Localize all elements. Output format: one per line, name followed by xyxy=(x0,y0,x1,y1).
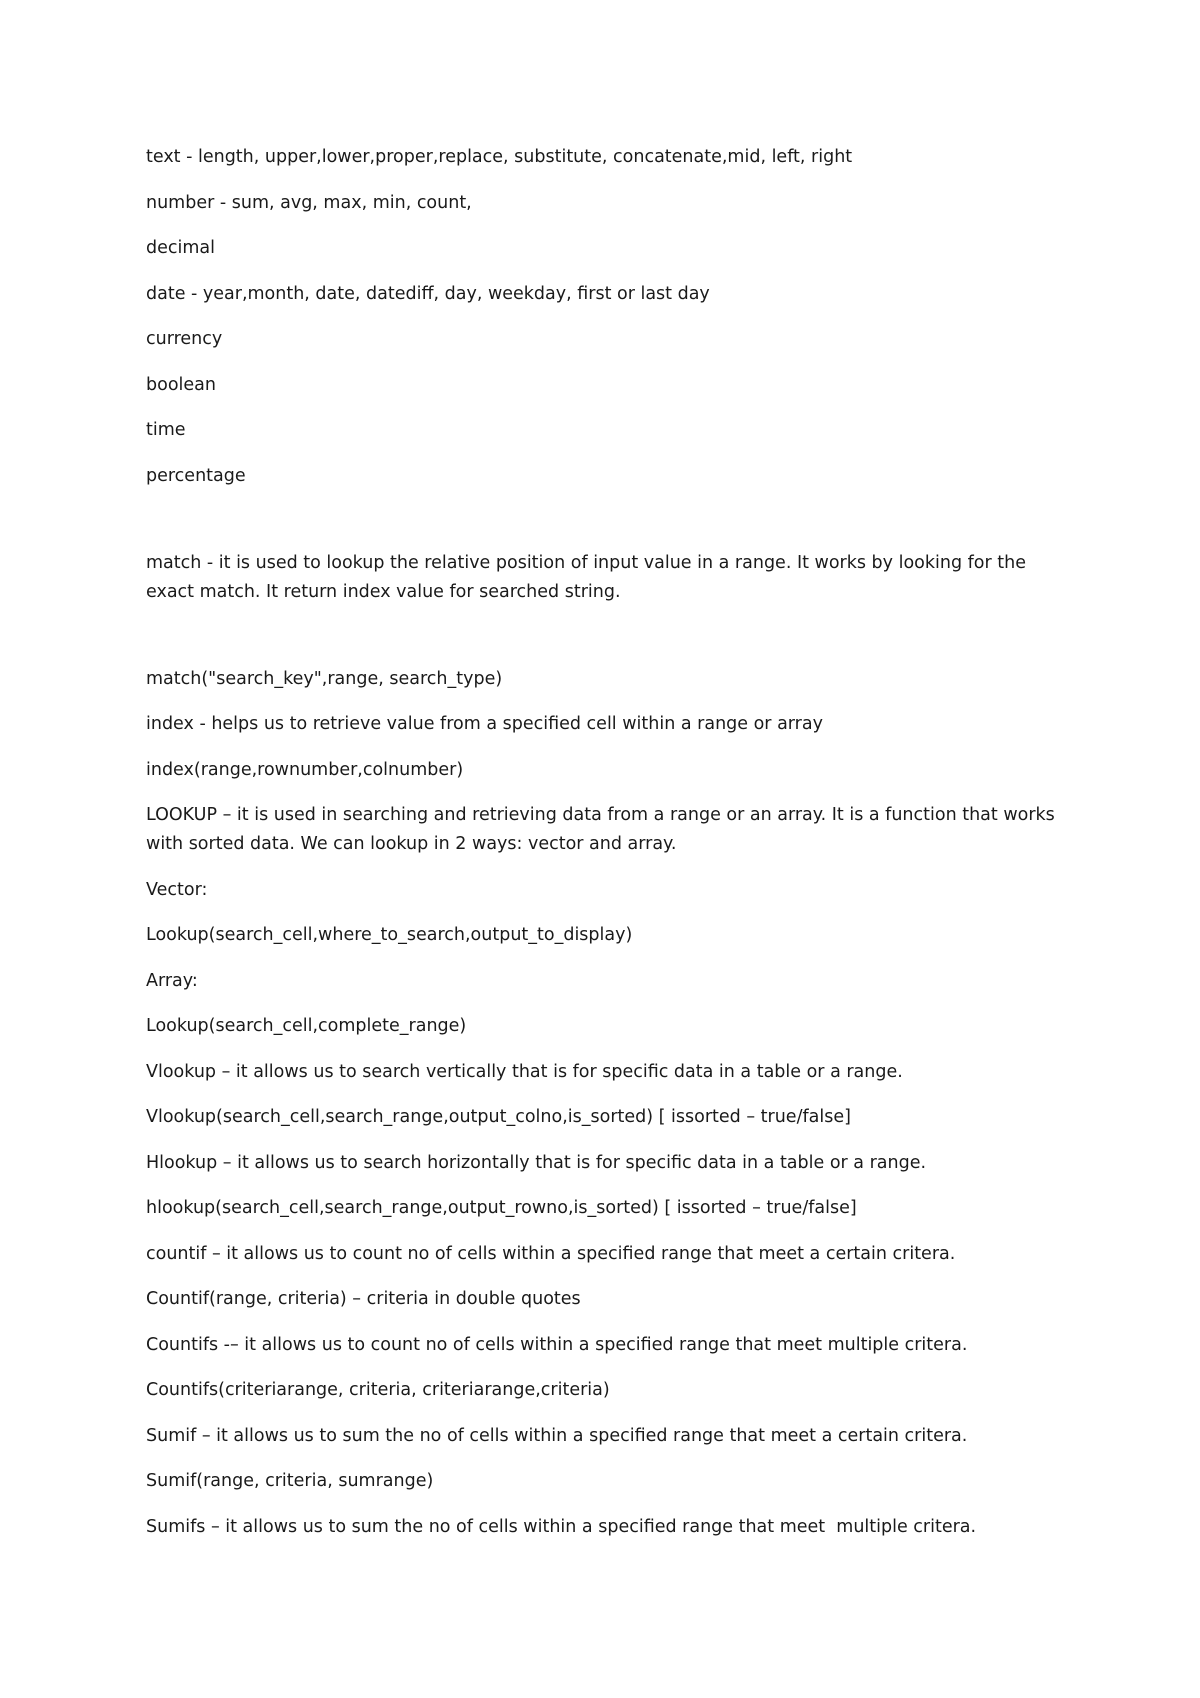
paragraph-countifs-description: Countifs -– it allows us to count no of cells within a specified range that meet multiple critera. xyxy=(146,1334,968,1355)
paragraph-date-functions: date - year,month, date, datediff, day, weekday, first or last day xyxy=(146,283,710,304)
paragraph-hlookup-syntax: hlookup(search_cell,search_range,output_rowno,is_sorted) [ issorted – true/false] xyxy=(146,1198,857,1218)
paragraph-number-functions: number - sum, avg, max, min, count, xyxy=(146,192,472,213)
paragraph-time: time xyxy=(146,420,186,440)
paragraph-lookup-vector-syntax: Lookup(search_cell,where_to_search,output_to_display) xyxy=(146,925,633,945)
paragraph-countifs-syntax: Countifs(criteriarange, criteria, criteriarange,criteria) xyxy=(146,1380,610,1400)
paragraph-vector-heading: Vector: xyxy=(146,879,208,900)
paragraph-vlookup-syntax: Vlookup(search_cell,search_range,output_colno,is_sorted) [ issorted – true/false] xyxy=(146,1107,851,1127)
paragraph-lookup-array-syntax: Lookup(search_cell,complete_range) xyxy=(146,1016,467,1036)
paragraph-hlookup-description: Hlookup – it allows us to search horizontally that is for specific data in a table or a range. xyxy=(146,1152,927,1173)
paragraph-sumif-description: Sumif – it allows us to sum the no of cells within a specified range that meet a certain critera. xyxy=(146,1425,968,1446)
paragraph-lookup-description: LOOKUP – it is used in searching and retrieving data from a range or an array. It is a function that works with sorted data. We can lookup in 2 ways: vector and array. xyxy=(146,805,1061,854)
paragraph-index-description: index - helps us to retrieve value from a specified cell within a range or array xyxy=(146,714,823,734)
paragraph-sumif-syntax: Sumif(range, criteria, sumrange) xyxy=(146,1471,434,1491)
paragraph-countif-syntax: Countif(range, criteria) – criteria in double quotes xyxy=(146,1289,581,1309)
paragraph-text-functions: text - length, upper,lower,proper,replace, substitute, concatenate,mid, left, right xyxy=(146,147,853,167)
paragraph-decimal: decimal xyxy=(146,238,215,258)
paragraph-match-description: match - it is used to lookup the relative position of input value in a range. It works by looking for the exact match. It return index value for searched string. xyxy=(146,552,1032,602)
document-body xyxy=(146,143,1066,1558)
paragraph-index-syntax: index(range,rownumber,colnumber) xyxy=(146,759,464,780)
paragraph-array-heading: Array: xyxy=(146,970,198,991)
paragraph-countif-description: countif – it allows us to count no of cells within a specified range that meet a certain critera. xyxy=(146,1243,956,1264)
paragraph-match-syntax: match("search_key",range, search_type) xyxy=(146,668,503,689)
paragraph-currency: currency xyxy=(146,329,223,349)
paragraph-sumifs-description: Sumifs – it allows us to sum the no of cells within a specified range that meet multiple critera. xyxy=(146,1516,977,1537)
paragraph-boolean: boolean xyxy=(146,374,216,395)
paragraph-percentage: percentage xyxy=(146,465,246,486)
paragraph-vlookup-description: Vlookup – it allows us to search vertically that is for specific data in a table or a range. xyxy=(146,1061,903,1082)
